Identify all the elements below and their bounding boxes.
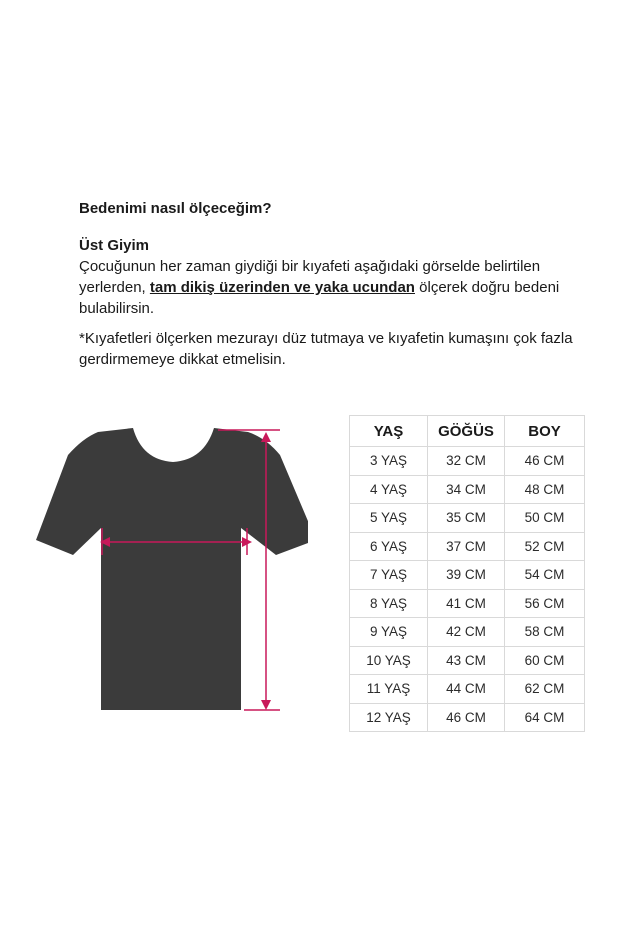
cell-length: 64 CM: [505, 703, 585, 732]
cell-age: 6 YAŞ: [350, 532, 428, 561]
instruction-line-before: Çocuğunun her zaman giydiği bir kıyafeti aşağıdaki görselde belirtilen yerlerden,: [79, 258, 541, 296]
table-row: [350, 475, 585, 504]
table-row: [350, 561, 585, 590]
t-shirt-illustration: [28, 420, 308, 720]
cell-age: 11 YAŞ: [350, 675, 428, 704]
cell-age: 8 YAŞ: [350, 589, 428, 618]
cell-length: 60 CM: [505, 646, 585, 675]
table-row: [350, 646, 585, 675]
cell-chest: 37 CM: [428, 532, 505, 561]
table-row: [350, 618, 585, 647]
cell-chest: 32 CM: [428, 447, 505, 476]
cell-age: 4 YAŞ: [350, 475, 428, 504]
table-header-row: [350, 416, 585, 447]
cell-chest: 46 CM: [428, 703, 505, 732]
table-row: [350, 447, 585, 476]
section-upper-wear: [79, 235, 579, 319]
cell-age: 7 YAŞ: [350, 561, 428, 590]
cell-age: 3 YAŞ: [350, 447, 428, 476]
table-row: [350, 703, 585, 732]
cell-chest: 35 CM: [428, 504, 505, 533]
page-title: Bedenimi nasıl ölçeceğim?: [79, 200, 272, 217]
instruction-line-after: ölçerek doğru bedeni bulabilirsin.: [79, 279, 560, 317]
cell-chest: 41 CM: [428, 589, 505, 618]
cell-length: 62 CM: [505, 675, 585, 704]
cell-age: 9 YAŞ: [350, 618, 428, 647]
cell-chest: 34 CM: [428, 475, 505, 504]
table-row: [350, 504, 585, 533]
cell-age: 10 YAŞ: [350, 646, 428, 675]
cell-length: 54 CM: [505, 561, 585, 590]
header-length: BOY: [505, 416, 585, 447]
table-row: [350, 589, 585, 618]
t-shirt-shape: [36, 428, 308, 710]
cell-chest: 42 CM: [428, 618, 505, 647]
cell-length: 48 CM: [505, 475, 585, 504]
header-age: YAŞ: [350, 416, 428, 447]
cell-age: 12 YAŞ: [350, 703, 428, 732]
cell-length: 56 CM: [505, 589, 585, 618]
instruction-text: [79, 256, 579, 319]
section-title: Üst Giyim: [79, 237, 150, 254]
table-row: [350, 675, 585, 704]
size-table: [349, 415, 585, 732]
header-chest: GÖĞÜS: [428, 416, 505, 447]
table-row: [350, 532, 585, 561]
measuring-note: *Kıyafetleri ölçerken mezurayı düz tutmaya ve kıyafetin kumaşını çok fazla gerdirmemeye dikkat etmelisin.: [79, 330, 573, 368]
cell-length: 52 CM: [505, 532, 585, 561]
cell-chest: 39 CM: [428, 561, 505, 590]
instruction-emphasis: tam dikiş üzerinden ve yaka ucundan: [149, 279, 415, 296]
cell-length: 58 CM: [505, 618, 585, 647]
cell-chest: 43 CM: [428, 646, 505, 675]
cell-age: 5 YAŞ: [350, 504, 428, 533]
cell-length: 46 CM: [505, 447, 585, 476]
cell-length: 50 CM: [505, 504, 585, 533]
cell-chest: 44 CM: [428, 675, 505, 704]
